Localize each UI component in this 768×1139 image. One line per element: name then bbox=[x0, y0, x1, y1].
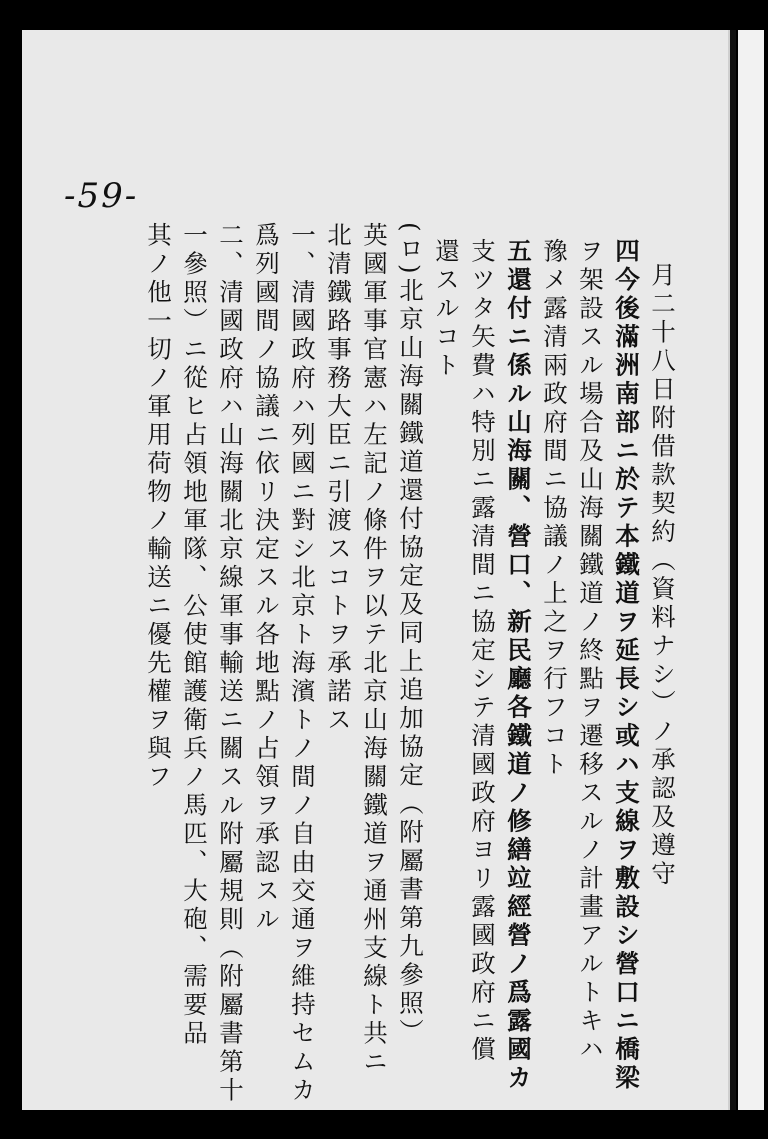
text-line: 還スルコト bbox=[432, 238, 461, 381]
binding-shadow bbox=[730, 30, 736, 1110]
text-line: 一、清國政府ハ列國ニ對シ北京ト海濱トノ間ノ自由交通ヲ維持セムカ bbox=[288, 222, 317, 1106]
text-line: 其ノ他一切ノ軍用荷物ノ輸送ニ優先權ヲ與フ bbox=[144, 222, 173, 792]
text-line: 一參照）ニ從ヒ占領地軍隊、公使館護衛兵ノ馬匹、大砲、需要品 bbox=[180, 222, 209, 1049]
text-line: (ロ)北京山海關鐵道還付協定及同上追加協定（附屬書第九參照） bbox=[396, 222, 425, 1048]
text-line: 四今後滿洲南部ニ於テ本鐵道ヲ延長シ或ハ支線ヲ敷設シ營口ニ橋梁 bbox=[612, 238, 641, 1093]
text-line: ヲ架設スル場合及山海關鐵道ノ終點ヲ遷移スルノ計畫アルトキハ bbox=[576, 238, 605, 1065]
adjacent-page-edge bbox=[738, 30, 764, 1110]
text-line: 北清鐵路事務大臣ニ引渡スコトヲ承諾ス bbox=[324, 222, 353, 735]
text-line: 支ツタ矢費ハ特別ニ露清間ニ協定シテ清國政府ヨリ露國政府ニ償 bbox=[468, 238, 497, 1065]
vertical-text-body bbox=[80, 222, 680, 1106]
text-line: 爲列國間ノ協議ニ依リ決定スル各地點ノ占領ヲ承認スル bbox=[252, 222, 281, 935]
text-line: 英國軍事官憲ハ左記ノ條件ヲ以テ北京山海關鐵道ヲ通州支線ト共ニ bbox=[360, 222, 389, 1077]
page-number: -59- bbox=[64, 176, 139, 216]
text-line: 二、清國政府ハ山海關北京線軍事輸送ニ關スル附屬規則（附屬書第十 bbox=[216, 222, 245, 1106]
document-page bbox=[22, 30, 730, 1110]
text-line: 豫メ露清兩政府間ニ協議ノ上之ヲ行フコト bbox=[540, 238, 569, 780]
text-line: 月二十八日附借款契約（資料ナシ）ノ承認及遵守 bbox=[648, 262, 677, 889]
text-line: 五還付ニ係ル山海關、營口、新民廳各鐵道ノ修繕竝經營ノ爲露國カ bbox=[504, 238, 533, 1093]
